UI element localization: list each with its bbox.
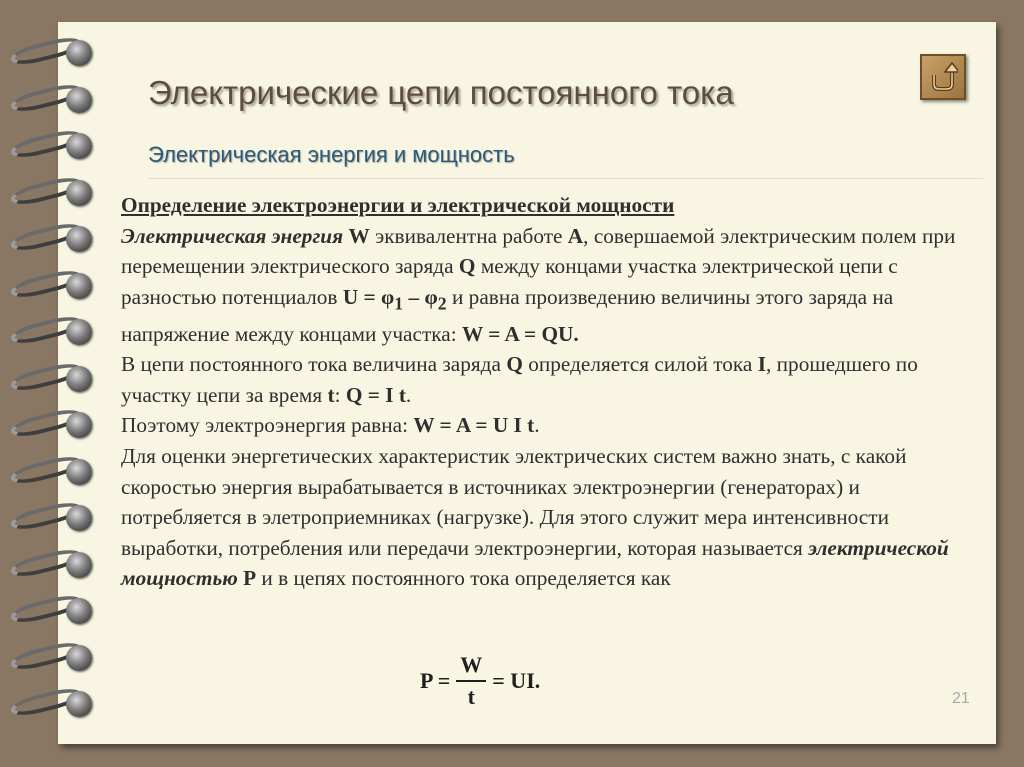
voltage-formula [342, 284, 447, 314]
fraction [456, 652, 486, 710]
term-electric-energy: Электрическая энергия [121, 223, 344, 248]
text-fragment: Для оценки энергетических характеристик электрических систем важно знать, с какой скоростью энергия вырабатывается в источниках электроэнергии (генераторах) и потребляется в элетроприемниках (нагрузке). Для этого служит мера интенсивности выработки, потребления или передачи электроэнергии, которая называется [121, 444, 907, 560]
symbol-q: Q [458, 254, 476, 279]
text-fragment: В цепи постоянного тока величина заряда [121, 352, 507, 377]
page-number: 21 [952, 690, 970, 707]
term-electric-power: электрической мощностью [121, 535, 949, 591]
symbol-i: I [757, 352, 767, 377]
subscript-2: 2 [437, 293, 447, 314]
back-button[interactable] [920, 54, 966, 100]
fraction-denominator: t [467, 684, 475, 709]
charge-formula: Q = I t [345, 382, 406, 407]
slide-body [121, 190, 981, 594]
paragraph-energy-formula [121, 410, 981, 441]
binding-ring [66, 412, 92, 438]
text-fragment: , совершаемой электрическим полем при перемещении электрического заряда [121, 223, 956, 279]
binding-ring [66, 133, 92, 159]
power-formula-rhs: = UI. [492, 668, 541, 693]
binding-ring [66, 180, 92, 206]
text-fragment: определяется силой тока [522, 352, 758, 377]
text-fragment: . [534, 413, 540, 438]
section-heading: Определение электроэнергии и электрической мощности [121, 193, 675, 217]
symbol-a: A [567, 223, 584, 248]
binding-ring [66, 459, 92, 485]
paragraph-charge [121, 349, 981, 410]
fraction-numerator: W [456, 652, 486, 682]
binding-ring [66, 273, 92, 299]
energy-formula: W = A = QU. [461, 321, 579, 346]
binding-ring [66, 552, 92, 578]
binding-ring [66, 366, 92, 392]
slide-title: Электрические цепи постоянного тока [148, 74, 734, 111]
symbol-w: W [348, 223, 370, 248]
symbol-p: Р [237, 566, 257, 591]
text-fragment: , прошедшего по участку цепи за время [121, 352, 918, 407]
paragraph-energy-definition [121, 221, 981, 350]
text-fragment: между концами участка электрической цепи с разностью потенциалов [121, 254, 898, 309]
text-fragment: . [405, 382, 412, 407]
binding-ring [66, 598, 92, 624]
formula-part: – φ [403, 284, 438, 309]
symbol-t: t [327, 382, 335, 407]
text-fragment: Поэтому электроэнергия равна: [121, 413, 414, 438]
u-turn-arrow-icon [928, 62, 958, 92]
text-fragment: эквивалентна работе [369, 223, 568, 248]
text-fragment: и равна произведению величины этого заряда на напряжение между концами участка: [121, 284, 894, 346]
power-formula-lhs: P = [420, 668, 451, 693]
power-formula [420, 652, 540, 710]
binding-ring [66, 87, 92, 113]
binding-ring [66, 505, 92, 531]
symbol-q: Q [506, 352, 523, 377]
formula-part: U = φ [342, 284, 395, 309]
energy-uit-formula: W = A = U I t [413, 413, 535, 438]
binding-ring [66, 645, 92, 671]
text-fragment: и в цепях постоянного тока определяется как [256, 566, 671, 591]
text-fragment: : [334, 382, 346, 407]
paragraph-power [121, 441, 981, 594]
binding-ring [66, 319, 92, 345]
binding-ring [66, 691, 92, 717]
subscript-1: 1 [394, 293, 404, 314]
title-divider [148, 178, 983, 179]
slide-subtitle: Электрическая энергия и мощность [148, 142, 515, 167]
binding-ring [66, 40, 92, 66]
binding-ring [66, 226, 92, 252]
